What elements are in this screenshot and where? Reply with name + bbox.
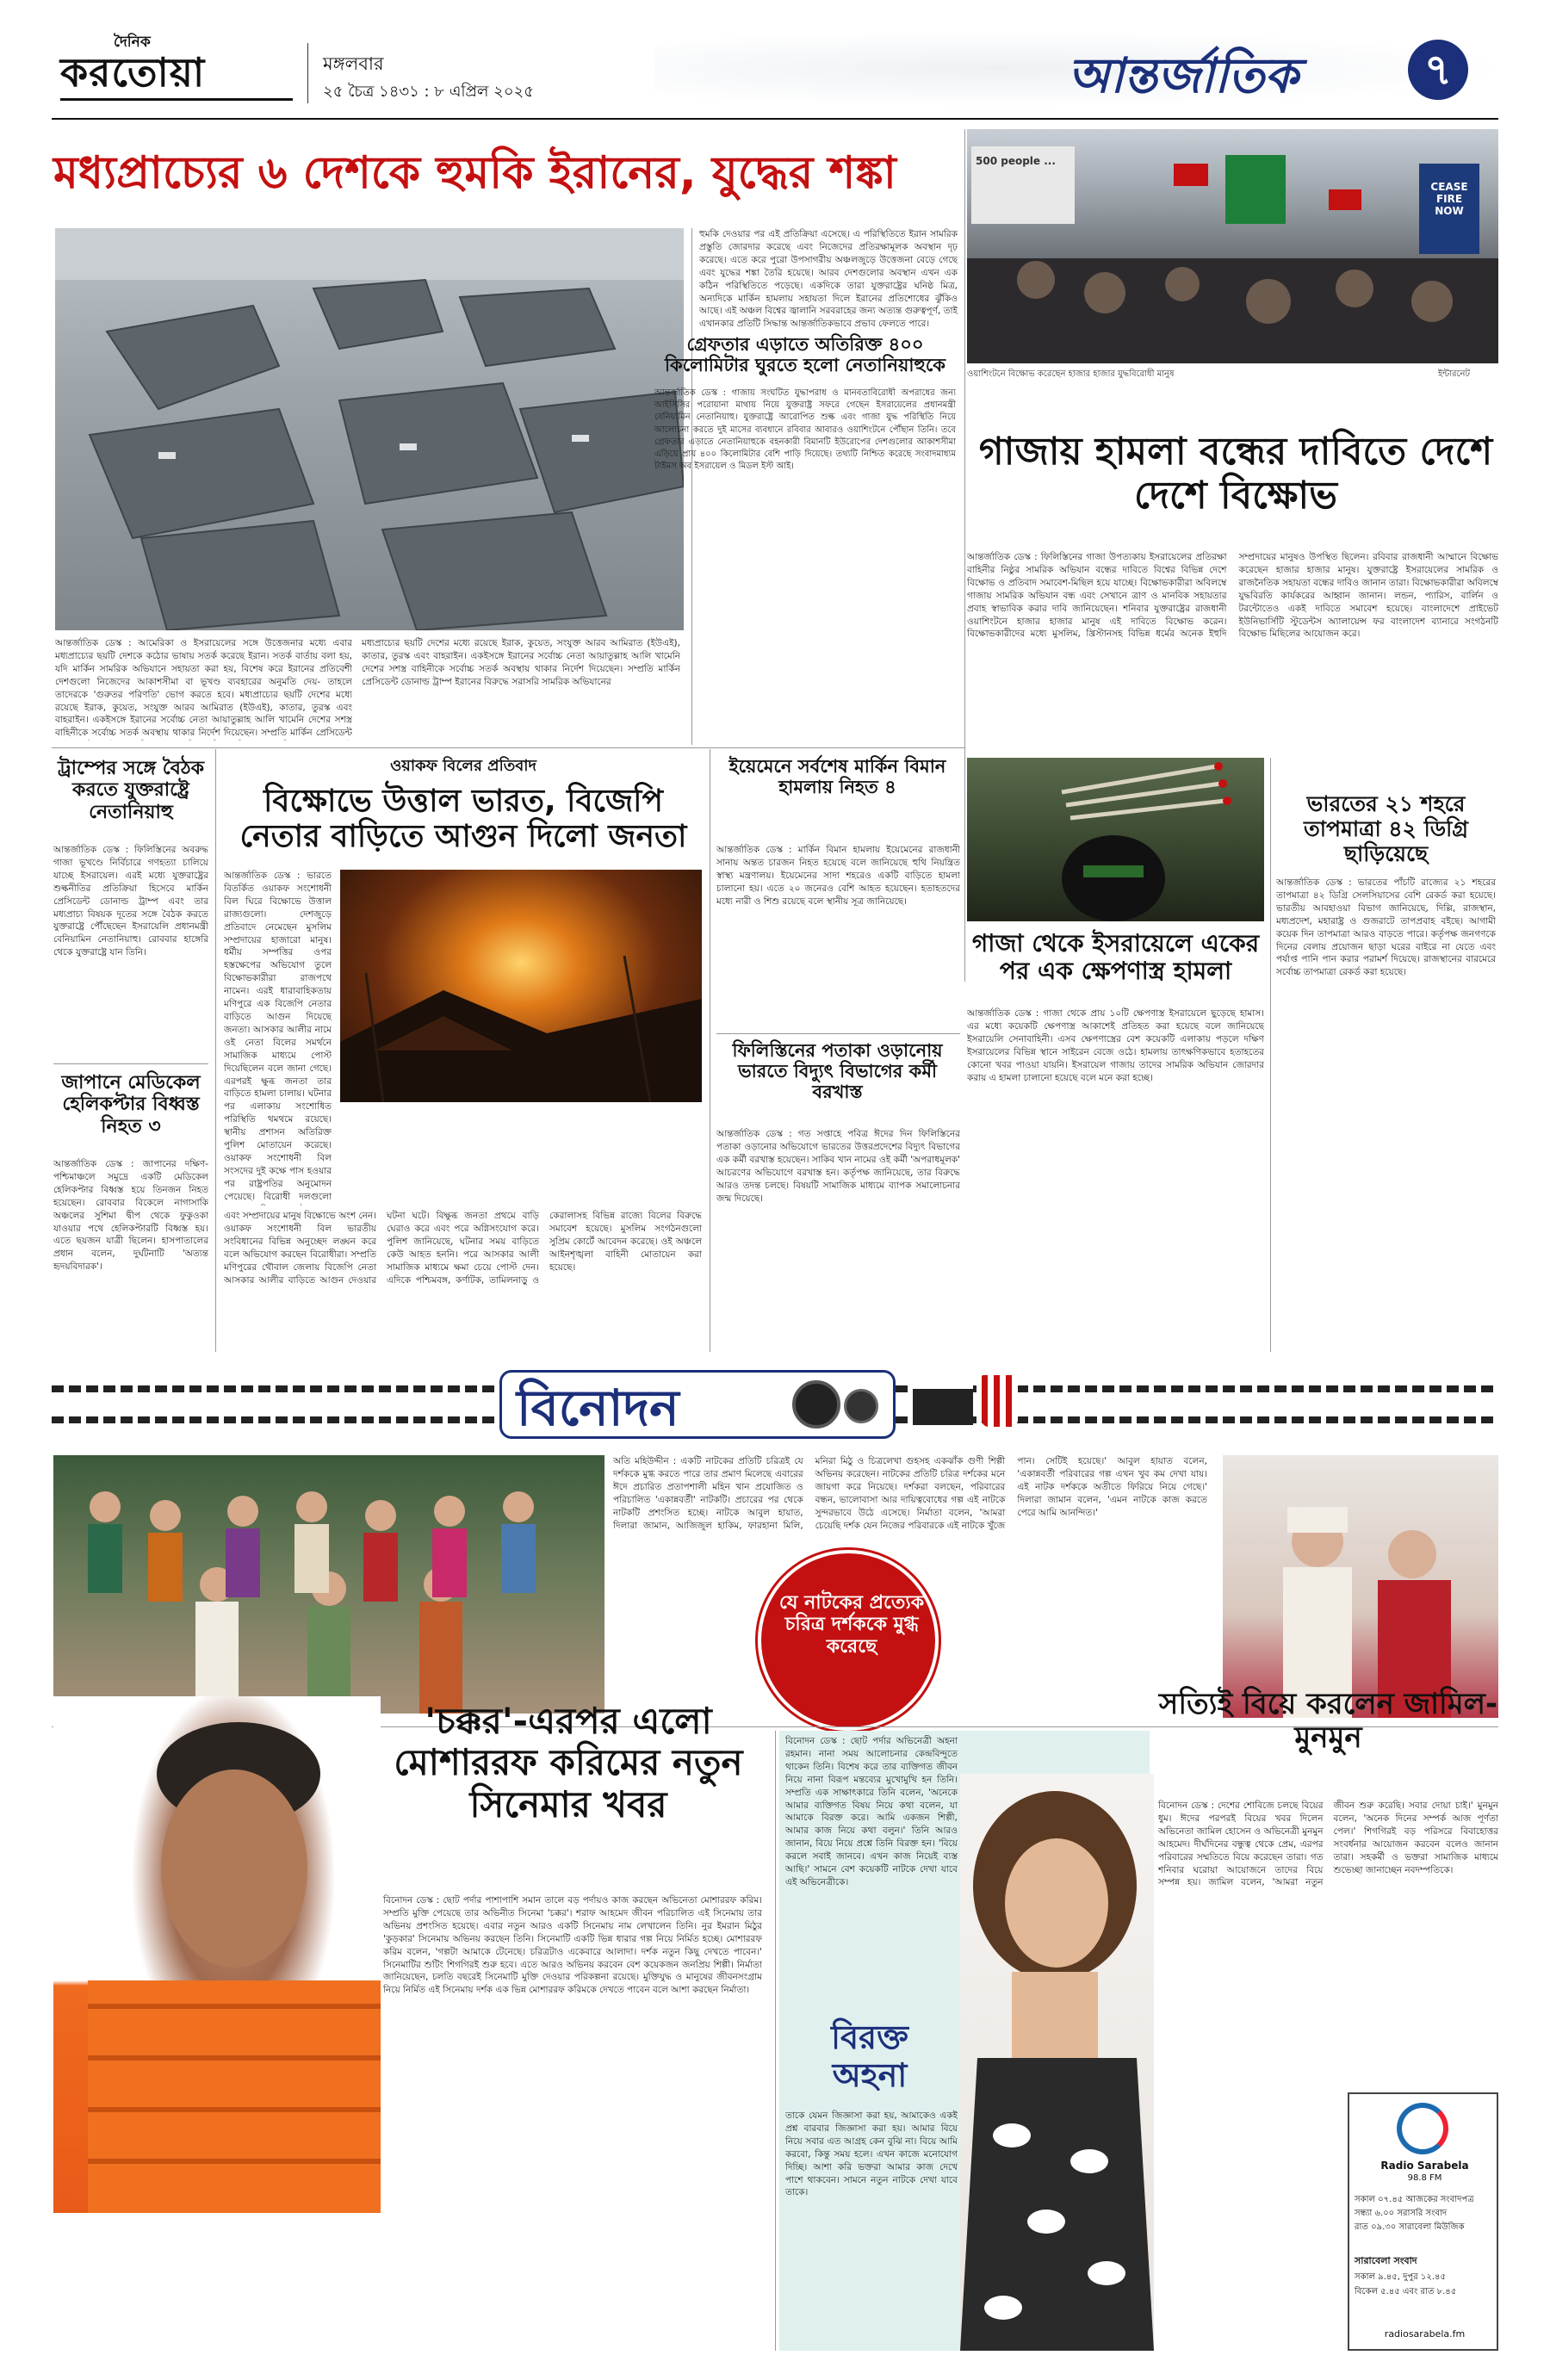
masthead [0, 0, 1550, 121]
japan-heli-body: আন্তর্জাতিক ডেস্ক : জাপানের দক্ষিণ-পশ্চিমাঞ্চলে সমুদ্রে একটি মেডিকেল হেলিকপ্টার বিধ্বস্ত হয়ে তিনজন নিহত হয়েছেন। রোববার বিকেলে নাগাসাকি অঞ্চলের সুশিমা দ্বীপ থেকে ফুকুওকা যাওয়ার পথে হেলিকপ্টারটি বিধ্বস্ত হয়। এতে ছয়জন যাত্রী ছিলেন। হাসপাতালের প্রধান বলেন, দুর্ঘটনাটি 'অত্যন্ত হৃদয়বিদারক'। [53, 1159, 208, 1273]
fire-photo [340, 870, 702, 1102]
narrow-col-rule [215, 749, 216, 1352]
section-title: আন্তর্জাতিক [1068, 48, 1299, 104]
radio-news-times-1: সকাল ৯.৪৫, দুপুর ১২.৪৫ [1355, 2272, 1447, 2282]
logo-name: করতোয়া [60, 49, 206, 96]
radio-logo-text: Radio Sarabela [1380, 2160, 1469, 2172]
waqf-body: আন্তর্জাতিক ডেস্ক : ভারতে বিতর্কিত ওয়াকফ সংশোধনী বিল ঘিরে বিক্ষোভে উত্তাল রাজ্যগুলো। দেশজুড়ে প্রতিবাদে নেমেছেন মুসলিম সম্প্রদায়ের হাজারো মানুষ। ধর্মীয় সম্পত্তির ওপর হস্তক্ষেপের অভিযোগ তুলে বিক্ষোভকারীরা রাজপথে নামেন। এরই ধারাবাহিকতায় মণিপুরে এক বিজেপি নেতার বাড়িতে আগুন দিয়েছে জনতা। আসকার আলীর নামে ওই নেতা বিলের সমর্থনে সামাজিক মাধ্যমে পোস্ট দিয়েছিলেন বলে জানা গেছে। এরপরই ক্ষুব্ধ জনতা তার বাড়িতে হামলা চালায়। ঘটনার পর এলাকায় সংশোধিত পরিস্থিতি থমথমে রয়েছে। স্থানীয় প্রশাসন অতিরিক্ত পুলিশ মোতায়েন করেছে। ওয়াকফ সংশোধনী বিল সংসদের দুই কক্ষে পাস হওয়ার পর রাষ্ট্রপতির অনুমোদন পেয়েছে। বিরোধী দলগুলো [224, 871, 332, 1202]
burning-house-illustration [340, 870, 702, 1102]
lead-headline: মধ্যপ্রাচ্যের ৬ দেশকে হুমকি ইরানের, যুদ্ধের শঙ্কা [53, 147, 896, 199]
ahona-headline: বিরক্ত অহনা [831, 2018, 908, 2094]
ahona-body-2: তাকে যেমন জিজ্ঞাসা করা হয়, আমাকেও একই প্রশ্ন বারবার জিজ্ঞাসা করা হয়। আমার বিয়ে নিয়ে সবার এত আগ্রহ কেন বুঝি না। বিয়ে আমি করবো, কিন্তু সময় হলে। এখন কাজে মনোযোগ দিচ্ছি। আশা করি ভক্তরা আমার কাজ দেখে পাশে থাকবেন। সামনে নতুন নাটকে দেখা যাবে তাকে। [785, 2110, 958, 2198]
yemen-headline: ইয়েমেনে সর্বশেষ মার্কিন বিমান হামলায় নিহত ৪ [728, 756, 946, 798]
radio-news-title: সারাবেলা সংবাদ [1355, 2255, 1417, 2266]
flag-body: আন্তর্জাতিক ডেস্ক : গত সপ্তাহে পবিত্র ঈদের দিন ফিলিস্তিনের পতাকা ওড়ানোর অভিযোগে ভারতের উত্তরপ্রদেশের বিদ্যুৎ বিভাগের এক কর্মী বরখাস্ত হয়েছেন। সাকিব খান নামের ওই কর্মী 'অপরাধমূলক' আচরণের অভিযোগে বরখাস্ত হন। কর্তৃপক্ষ জানিয়েছে, তার বিরুদ্ধে আরও তদন্ত চলছে। বিষয়টি সামাজিক মাধ্যমে ব্যাপক সমালোচনার জন্ম দিয়েছে। [716, 1129, 960, 1204]
protest-sign-1: 500 people ... [976, 155, 1056, 167]
masthead-date: ২৫ চৈত্র ১৪৩১ : ৮ এপ্রিল ২০২৫ [323, 83, 534, 101]
heat-body: আন্তর্জাতিক ডেস্ক : ভারতের পাঁচটি রাজ্যের ২১ শহরের তাপমাত্রা ৪২ ডিগ্রি সেলসিয়াসের বেশি রেকর্ড করা হয়েছে। ভারতীয় আবহাওয়া বিভাগ জানিয়েছে, দিল্লি, রাজস্থান, মধ্যপ্রদেশ, মহারাষ্ট্র ও গুজরাটে তাপপ্রবাহ বইছে। আগামী কয়েক দিন তাপমাত্রা আরও বাড়তে পারে। কর্তৃপক্ষ জনগণকে দিনের বেলায় প্রয়োজন ছাড়া ঘরের বাইরে না যেতে এবং পর্যাপ্ত পানি পান করার পরামর্শ দিয়েছে। রাজস্থানের বারমেরে সর্বোচ্চ তাপমাত্রা রেকর্ড করা হয়েছে। [1276, 877, 1496, 978]
radio-news-times-2: বিকেল ৫.৪৫ এবং রাত ৮.৪৫ [1355, 2287, 1457, 2296]
trump-meeting-body: আন্তর্জাতিক ডেস্ক : ফিলিস্তিনের অবরুদ্ধ গাজা ভূখণ্ডে নির্বিচারে গণহত্যা চালিয়ে যাচ্ছে ইসরায়েল। এরই মধ্যে যুক্তরাষ্ট্রের শুল্কনীতির প্রতিক্রিয়া হিসেবে মার্কিন প্রেসিডেন্ট ডোনাল্ড ট্রাম্প এবং তার মধ্যপ্রাচ্য বিষয়ক দূতের সঙ্গে বৈঠক করতে যুক্তরাষ্ট্রে পৌঁছেছেন ইসরায়েলি প্রধানমন্ত্রী বেনিয়ামিন নেতানিয়াহু। রোববার হাঙ্গেরি থেকে যুক্তরাষ্ট্রে যান তিনি। [53, 845, 208, 958]
flag-headline: ফিলিস্তিনের পতাকা ওড়ানোয় ভারতে বিদ্যুৎ বিভাগের কর্মী বরখাস্ত [732, 1040, 943, 1103]
netanyahu-body: আন্তর্জাতিক ডেস্ক : গাজায় সংঘটিত যুদ্ধাপরাধ ও মানবতাবিরোধী অপরাধের জন্য আইসিসির পরোয়ানা মাথায় নিয়ে যুক্তরাষ্ট্র সফরে গেছেন ইসরায়েলের প্রধানমন্ত্রী বেনিয়ামিন নেতানিয়াহু। যুক্তরাষ্ট্রে আরোপিত শুল্ক এবং গাজা যুদ্ধ পরিস্থিতি নিয়ে আলোচনা করতে দুই মাসের ব্যবধানে রবিবার আবারও ওয়াশিংটনে পৌঁছান তিনি। তবে গ্রেফতার এড়াতে নেতানিয়াহুকে বহনকারী বিমানটি ইউরোপের দেশগুলোর আকাশসীমা এড়িয়ে প্রায় ৪০০ কিলোমিটার বেশি পাড়ি দিয়েছে। তথ্যটি নিশ্চিত করেছে সংবাদমাধ্যম টাইমস অব ইসরায়েল ও মিডল ইস্ট আই। [654, 388, 956, 472]
radio-url: radiosarabela.fm [1384, 2328, 1466, 2340]
drama-body: অতি মহিউদ্দীন : একটি নাটকের প্রতিটি চরিত্রই যে দর্শককে মুগ্ধ করতে পারে তার প্রমাণ মিলেছে এবারের ঈদে প্রচারিত প্রতাপশালী মহিন খান প্রযোজিত ও পরিচালিত 'একান্নবর্তী' নাটকটি। প্রচারের পর থেকে নাটকটি প্রশংসিত হচ্ছে। নাটকে আবুল হায়াত, দিলারা জামান, আজিজুল হাকিম, ফারহানা মিলি, মনিরা মিঠু ও চিত্রলেখা গুহসহ একঝাঁক গুণী শিল্পী অভিনয় করেছেন। নাটকের প্রতিটি চরিত্র দর্শকের মনে জায়গা করে নিয়েছে। দর্শকরা বলছেন, পরিবারের বন্ধন, ভালোবাসা আর দায়িত্ববোধের গল্প এই নাটকে সুন্দরভাবে উঠে এসেছে। নির্মাতা বলেন, 'আমরা চেয়েছি দর্শক যেন নিজের পরিবারকে এই নাটকে খুঁজে পান। সেটিই হয়েছে।' আবুল হায়াত বলেন, 'একান্নবর্তী পরিবারের গল্প এখন খুব কম দেখা যায়। এই নাটক দর্শককে অতীতে ফিরিয়ে নিয়ে গেছে।' দিলারা জামান বলেন, 'এমন নাটকে কাজ করতে পেরে আমি আনন্দিত।' [613, 1456, 1207, 1531]
japan-heli-headline: জাপানে মেডিকেল হেলিকপ্টার বিধ্বস্ত নিহত ৩ [61, 1072, 201, 1137]
protest-photo-credit: ইন্টারনেট [1438, 369, 1470, 379]
schedule-time: সকাল ০৭.৪৫ [1355, 2195, 1404, 2204]
trump-meeting-headline: ট্রাম্পের সঙ্গে বৈঠক করতে যুক্তরাষ্ট্রে নেতানিয়াহু [57, 758, 204, 823]
aircraft-carrier-photo [55, 228, 684, 630]
missiles-headline: গাজা থেকে ইসরায়েলে একের পর এক ক্ষেপণাস্ত্র হামলা [971, 929, 1260, 986]
masthead-day: মঙ্গলবার [323, 53, 384, 74]
netanyahu-headline: গ্রেফতার এড়াতে অতিরিক্ত ৪০০ কিলোমিটার ঘুরতে হলো নেতানিয়াহুকে [665, 334, 946, 376]
lead-body-col-1: আন্তর্জাতিক ডেস্ক : আমেরিকা ও ইসরায়েলের সঙ্গে উত্তেজনার মধ্যে এবার মধ্যপ্রাচ্যের ছয়টি দেশকে কঠোর ভাষায় সতর্ক করেছে ইরান। সতর্ক বার্তায় বলা হয়, যদি মার্কিন সামরিক অভিযানে সহায়তা করা হয়, বিশেষ করে ইরানের প্রতিবেশী দেশগুলো নিজেদের আকাশসীমা বা ভূখণ্ড ব্যবহারের অনুমতি দেয়- তাহলে তাদেরকে 'গুরুতর পরিণতি' ভোগ করতে হবে। মধ্যপ্রাচ্যের ছয়টি দেশের মধ্যে রয়েছে ইরাক, কুয়েত, সংযুক্ত আরব আমিরাত (ইউএই), কাতার, তুরস্ক এবং বাহরাইন। একইসঙ্গে ইরানের সর্বোচ্চ নেতা আয়াতুল্লাহ আলি খামেনি দেশের সশস্ত্র বাহিনীকে সর্বোচ্চ সতর্ক অবস্থায় থাকার নির্দেশ দিয়েছেন। সম্প্রতি মার্কিন প্রেসিডেন্ট [55, 638, 352, 739]
schedule-program: সরাসরি সংবাদ [1397, 2209, 1448, 2218]
radio-frequency: 98.8 FM [1407, 2173, 1442, 2183]
binodon-title: বিনোদন [517, 1379, 679, 1437]
masthead-bottom-rule [52, 118, 1498, 120]
waqf-kicker: ওয়াকফ বিলের প্রতিবাদ [390, 757, 536, 775]
ahona-body: বিনোদন ডেস্ক : ছোট পর্দার অভিনেত্রী অহনা রহমান। নানা সময় আলোচনার কেন্দ্রবিন্দুতে থাকেন তিনি। বিশেষ করে তার ব্যক্তিগত জীবন নিয়ে নানা বিরূপ মন্তব্যের মুখোমুখি হন তিনি। সম্প্রতি এক সাক্ষাৎকারে তিনি বলেন, 'অনেকে আমার ব্যক্তিগত বিষয় নিয়ে কথা বলেন, যা আমাকে বিরক্ত করে। আমি একজন শিল্পী, আমার কাজ নিয়ে কথা বলুন।' তিনি আরও জানান, বিয়ে নিয়ে প্রশ্নে তিনি বিরক্ত হন। 'বিয়ে করলে সবাই জানবে। এখন কাজ নিয়েই ব্যস্ত আছি।' সামনে বেশ কয়েকটি নাটকে দেখা যাবে এই অভিনেত্রীকে। [785, 1736, 958, 1887]
radio-schedule-row [1355, 2193, 1495, 2207]
missiles-body: আন্তর্জাতিক ডেস্ক : গাজা থেকে প্রায় ১০টি ক্ষেপণাস্ত্র ইসরায়েলে ছুড়েছে হামাস। এর মধ্যে কয়েকটি ক্ষেপণাস্ত্র আকাশেই প্রতিহত করা হয়েছে বলে জানিয়েছে ইসরায়েলি সেনাবাহিনী। এসব ক্ষেপণাস্ত্রের বেশ কয়েকটি এলাকায় পড়লে দক্ষিণ ইসরায়েলের বিভিন্ন স্থানে সাইরেন বেজে ওঠে। হামলায় তাৎক্ষণিকভাবে হতাহতের কোনো খবর পাওয়া যায়নি। ইসরায়েল গাজায় তাদের সামরিক অভিযান জোরদার করায় এ হামলা চালানো হয়েছে বলে মনে করা হচ্ছে। [967, 1008, 1264, 1083]
waqf-headline: বিক্ষোভে উত্তাল ভারত, বিজেপি নেতার বাড়িতে আগুন দিলো জনতা [239, 784, 687, 855]
gaza-protest-headline: গাজায় হামলা বন্ধের দাবিতে দেশে দেশে বিক্ষোভ [978, 430, 1493, 518]
logo-underline [60, 98, 293, 101]
ahona-photo [960, 1774, 1154, 2351]
yemen-rule [716, 1033, 960, 1034]
radio-schedule-row [1355, 2221, 1495, 2234]
wedding-photo [1223, 1455, 1498, 1718]
page-number: ৭ [1423, 45, 1453, 95]
lead-body-col-3: হুমকি দেওয়ার পর এই প্রতিক্রিয়া এসেছে। এ পরিস্থিতিতে ইরান সামরিক প্রস্তুতি জোরদার করেছে এবং নিজেদের প্রতিরক্ষামূলক অবস্থান দৃঢ় করেছে। এতে করে পুরো উপসাগরীয় অঞ্চলজুড়ে উত্তেজনা বেড়ে গেছে এবং যুদ্ধের শঙ্কা তৈরি হয়েছে। আরব দেশগুলোর অবস্থান এখন এক কঠিন পরিস্থিতিতে পড়েছে। একদিকে তারা যুক্তরাষ্ট্রের ঘনিষ্ঠ মিত্র, অন্যদিকে মার্কিন হামলায় সহায়তা দিলে ইরানের প্রতিশোধের ঝুঁকিও আছে। এই অঞ্চল বিশ্বের জ্বালানি সরবরাহের জন্য অত্যন্ত গুরুত্বপূর্ণ, তাই এখানকার প্রতিটি সিদ্ধান্ত আন্তর্জাতিকভাবে প্রভাব ফেলতে পারে। [699, 229, 958, 330]
protest-photo-caption: ওয়াশিংটনে বিক্ষোভ করেছেন হাজার হাজার যুদ্ধবিরোধী মানুষ [967, 369, 1175, 379]
schedule-program: আজকের সংবাদপত্র [1405, 2195, 1474, 2204]
wedding-couple-illustration [1223, 1455, 1498, 1718]
waqf-body-2: এবং সম্প্রদায়ের মানুষ বিক্ষোভে অংশ নেন। ওয়াকফ সংশোধনী বিল ভারতীয় সংবিধানের বিভিন্ন অনুচ্ছেদ লঙ্ঘন করে বলে অভিযোগ করছেন বিরোধীরা। সম্প্রতি মণিপুরের থৌবাল জেলায় বিজেপি নেতা আসকার আলীর বাড়িতে আগুন দেওয়ার ঘটনা ঘটে। বিক্ষুব্ধ জনতা প্রথমে বাড়ি ঘেরাও করে এবং পরে অগ্নিসংযোগ করে। পুলিশ জানিয়েছে, ঘটনার সময় বাড়িতে কেউ আহত হননি। পরে আসকার আলী সামাজিক মাধ্যমে ক্ষমা চেয়ে পোস্ট দেন। এদিকে পশ্চিমবঙ্গ, কর্ণাটক, তামিলনাড়ু ও কেরালাসহ বিভিন্ন রাজ্যে বিলের বিরুদ্ধে সমাবেশ হয়েছে। মুসলিম সংগঠনগুলো সুপ্রিম কোর্টে আবেদন করেছে। ওই অঞ্চলে আইনশৃঙ্খলা বাহিনী মোতায়েন করা হয়েছে। [224, 1211, 702, 1286]
mosharraf-headline: 'চক্কর'-এরপর এলো মোশাররফ করিমের নতুন সিনেমার খবর [394, 1700, 743, 1825]
popcorn-icon [982, 1375, 1018, 1427]
protest-sign-2: CEASE FIRE NOW [1430, 181, 1468, 217]
wedding-body: বিনোদন ডেস্ক : দেশের শোবিজে চলছে বিয়ের ধুম। ঈদের পরপরই বিয়ের খবর দিলেন অভিনেতা জামিল হোসেন ও অভিনেত্রী মুনমুন আহমেদ। দীর্ঘদিনের বন্ধুত্ব থেকে প্রেম, এরপর পরিবারের সম্মতিতে বিয়ে করেছেন তারা। গত শনিবার ঘরোয়া আয়োজনে তাদের বিয়ে সম্পন্ন হয়। জামিল বলেন, 'আমরা নতুন জীবন শুরু করেছি। সবার দোয়া চাই।' মুনমুন বলেন, 'অনেক দিনের সম্পর্ক আজ পূর্ণতা পেল।' শিগগিরই বড় পরিসরে বিবাহোত্তর সংবর্ধনার আয়োজন করবেন বলেও জানান তারা। সহকর্মী ও ভক্তরা সামাজিক মাধ্যমে শুভেচ্ছা জানাচ্ছেন নবদম্পতিকে। [1158, 1800, 1498, 1888]
heat-headline: ভারতের ২১ শহরে তাপমাত্রা ৪২ ডিগ্রি ছাড়িয়েছে [1303, 791, 1469, 866]
schedule-time: রাত ০৯.৩০ [1355, 2222, 1397, 2232]
masthead-logo [60, 31, 293, 100]
drama-cast-photo [53, 1455, 604, 1714]
wedding-headline: সত্যিই বিয়ে করলেন জামিল-মুনমুন [1158, 1687, 1498, 1756]
film-reel-icon [792, 1380, 840, 1429]
binodon-banner [52, 1365, 1498, 1442]
schedule-time: সন্ধ্যা ৬.০০ [1355, 2209, 1395, 2218]
mosharraf-portrait-illustration [53, 1696, 381, 2213]
trump-meeting-rule [53, 1063, 208, 1064]
schedule-program: সারাবেলা মিউজিক [1398, 2222, 1465, 2232]
protest-photo [967, 129, 1498, 363]
ahona-col-rule [775, 1731, 776, 2351]
page-number-badge [1408, 40, 1468, 100]
heat-col-rule [1270, 758, 1271, 1352]
yemen-body: আন্তর্জাতিক ডেস্ক : মার্কিন বিমান হামলায় ইয়েমেনের রাজধানী সানায় অন্তত চারজন নিহত হয়েছে বলে জানিয়েছে হুথি নিয়ন্ত্রিত স্বাস্থ্য মন্ত্রণালয়। ইয়েমেনের সাদা শহরেও একটি বাড়িতে হামলা চালানো হয়। এতে ২০ জনেরও বেশি আহত হয়েছেন। হতাহতদের মধ্যে নারী ও শিশু রয়েছে বলে স্থানীয় সূত্র জানিয়েছে। [716, 845, 960, 907]
fighter-jets-illustration [55, 228, 684, 630]
lead-body-col-2: মধ্যপ্রাচ্যের ছয়টি দেশের মধ্যে রয়েছে ইরাক, কুয়েত, সংযুক্ত আরব আমিরাত (ইউএই), কাতার, তুরস্ক এবং বাহরাইন। একইসঙ্গে ইরানের সর্বোচ্চ নেতা আয়াতুল্লাহ আলি খামেনি দেশের সশস্ত্র বাহিনীকে সর্বোচ্চ সতর্ক অবস্থায় থাকার নির্দেশ দিয়েছেন। সম্প্রতি মার্কিন প্রেসিডেন্ট ডোনাল্ড ট্রাম্প ইরানের বিরুদ্ধে সরাসরি সামরিক অভিযানের [362, 638, 680, 687]
radio-schedule-row [1355, 2207, 1495, 2221]
fighters-illustration [967, 758, 1264, 921]
logo-small-text: দৈনিক [114, 34, 151, 51]
hamas-photo [967, 758, 1264, 921]
radio-schedule [1355, 2193, 1495, 2234]
masthead-divider [307, 43, 308, 103]
radio-ad-box [1348, 2092, 1498, 2351]
mosharraf-body: বিনোদন ডেস্ক : ছোট পর্দার পাশাপাশি সমান তালে বড় পর্দায়ও কাজ করছেন অভিনেতা মোশাররফ করিম। সম্প্রতি মুক্তি পেয়েছে তার অভিনীত সিনেমা 'চক্কর'। শরাফ আহমেদ জীবন পরিচালিত এই সিনেমায় তার অভিনয় প্রশংসিত হয়েছে। এবার নতুন আরও একটি সিনেমায় নাম লেখালেন তিনি। নুর ইমরান মিঠুর 'কুড়কার' সিনেমায় অভিনয় করছেন তিনি। সিনেমাটি একটি ভিন্ন ধারার গল্প নিয়ে নির্মিত হচ্ছে। মোশাররফ করিম বলেন, 'গল্পটা আমাকে টেনেছে। চরিত্রটাও একেবারে আলাদা। দর্শক নতুন কিছু দেখতে পাবেন।' সিনেমাটির শুটিং শিগগিরই শুরু হবে। এতে আরও অভিনয় করবেন বেশ কয়েকজন জনপ্রিয় শিল্পী। নির্মাতা জানিয়েছেন, চলতি বছরেই সিনেমাটি মুক্তি দেওয়ার পরিকল্পনা রয়েছে। মুক্তিযুদ্ধ ও মানুষের জীবনসংগ্রাম নিয়ে নির্মিত এই সিনেমায় দর্শক এক ভিন্ন মোশাররফ করিমকে দেখতে পাবেন বলে আশা করছেন নির্মাতা। [383, 1895, 762, 1996]
film-reel-icon-2 [844, 1389, 878, 1423]
right-section-rule [964, 129, 965, 982]
ahona-portrait-illustration [960, 1774, 1154, 2351]
cast-group-illustration [53, 1455, 604, 1714]
mosharraf-photo [53, 1696, 381, 2213]
clapperboard-icon [913, 1380, 973, 1425]
radio-logo-icon [1397, 2103, 1448, 2154]
drama-callout-text: যে নাটকের প্রত্যেক চরিত্র দর্শককে মুগ্ধ করেছে [778, 1592, 925, 1658]
section-rule-1 [52, 747, 964, 748]
gaza-protest-body: আন্তর্জাতিক ডেস্ক : ফিলিস্তিনের গাজা উপত্যকায় ইসরায়েলের প্রতিরক্ষা বাহিনীর নিষ্ঠুর সামরিক অভিযান বন্ধের দাবিতে বিশ্বের বিভিন্ন দেশে বিক্ষোভ ও প্রতিবাদ সমাবেশ-মিছিল হয়ে যাচ্ছে। বিক্ষোভকারীরা অবিলম্বে গাজায় সামরিক অভিযান বন্ধ এবং সেখানে ত্রাণ ও মানবিক সহায়তার প্রবাহ স্বাভাবিক করার দাবি জানিয়েছেন। শনিবার যুক্তরাষ্ট্রের রাজধানী ওয়াশিংটনে হাজার হাজার মানুষ এই দাবিতে বিক্ষোভ করেন। বিক্ষোভকারীদের মধ্যে মুসলিম, খ্রিস্টানসহ বিভিন্ন ধর্মের অনেক ইহুদি সম্প্রদায়ের মানুষও উপস্থিত ছিলেন। রবিবার রাজধানী আম্মানে বিক্ষোভ করেছেন হাজার হাজার মানুষ। যুক্তরাষ্ট্রে ইসরায়েলের সামরিক ও রাজনৈতিক সহায়তা বন্ধের দাবিও জানান তারা। বিক্ষোভকারীরা অবিলম্বে যুদ্ধবিরতি কার্যকরের আহ্বান জানান। লন্ডন, প্যারিস, বার্লিন ও টরন্টোতেও একই দাবিতে সমাবেশ হয়েছে। বাংলাদেশে প্রাইভেট ইউনিভার্সিটি স্টুডেন্টস অ্যালায়েন্স ফর বাংলাদেশ ব্যানারে সংগঠনটি বিক্ষোভ মিছিলের আয়োজন করে। [967, 552, 1498, 640]
